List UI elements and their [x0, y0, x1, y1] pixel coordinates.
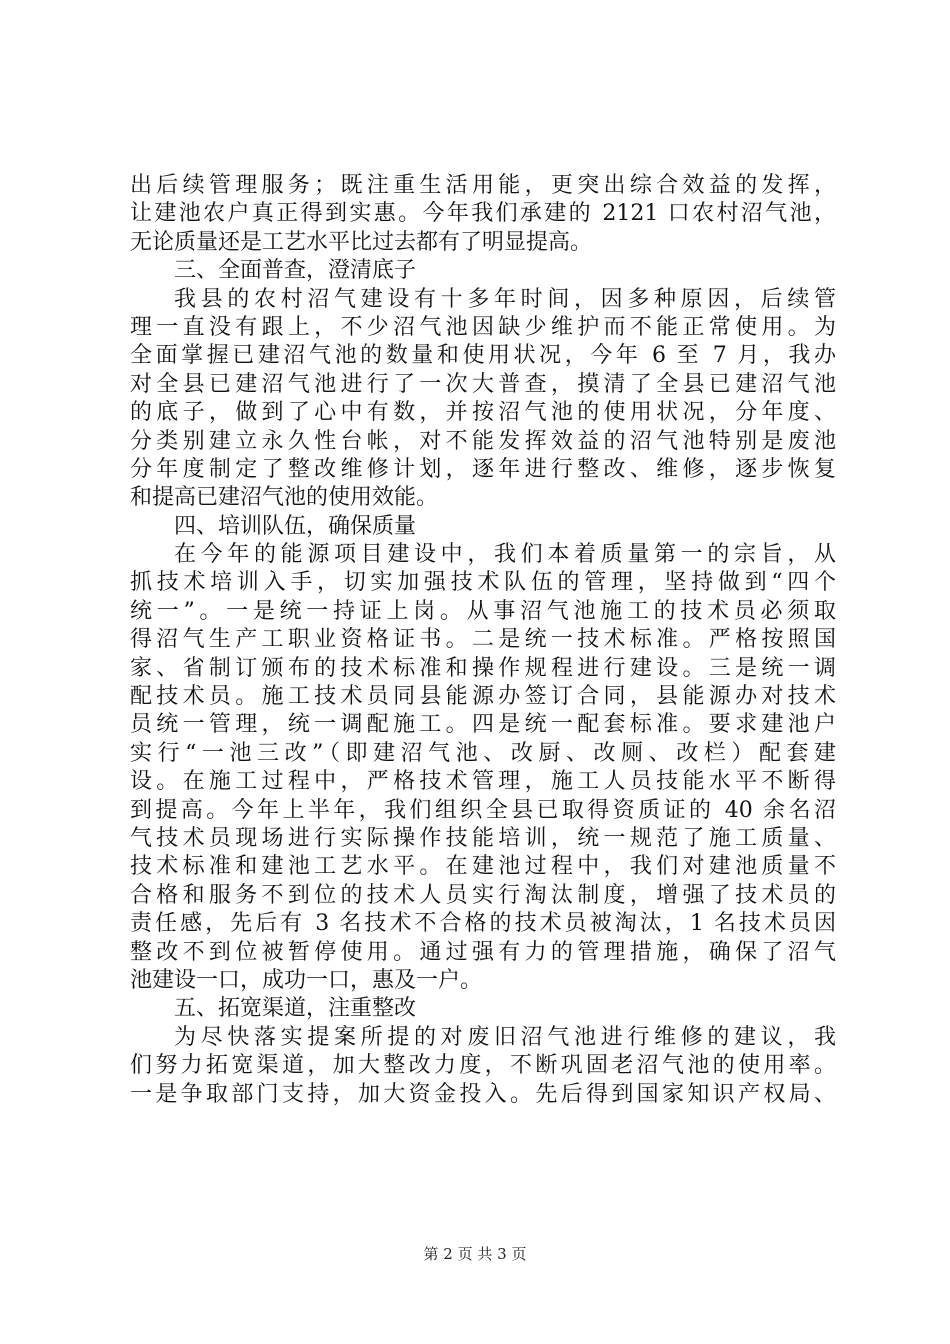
- paragraph-line: 整改不到位被暂停使用。通过强有力的管理措施，确保了沼气: [130, 939, 836, 965]
- paragraph-line: 分类别建立永久性台帐，对不能发挥效益的沼气池特别是废池: [130, 428, 836, 454]
- paragraph-line: 设。在施工过程中，严格技术管理，施工人员技能水平不断得: [130, 769, 836, 795]
- paragraph-line: 技术标准和建池工艺水平。在建池过程中，我们对建池质量不: [130, 854, 836, 880]
- paragraph-line: 出后续管理服务；既注重生活用能，更突出综合效益的发挥，: [130, 173, 836, 198]
- paragraph-line: 我县的农村沼气建设有十多年时间，因多种原因，后续管: [174, 286, 836, 312]
- paragraph-line: 让建池农户真正得到实惠。今年我们承建的 2121 口农村沼气池，: [130, 201, 836, 227]
- paragraph-line: 配技术员。施工技术员同县能源办签订合同，县能源办对技术: [130, 684, 836, 710]
- paragraph-line: 合格和服务不到位的技术人员实行淘汰制度，增强了技术员的: [130, 882, 836, 908]
- paragraph-line: 分年度制定了整改维修计划，逐年进行整改、维修，逐步恢复: [130, 456, 836, 482]
- paragraph-line: 气技术员现场进行实际操作技能培训，统一规范了施工质量、: [130, 825, 836, 851]
- section-heading: 五、拓宽渠道，注重整改: [174, 996, 417, 1022]
- paragraph-line: 统一”。一是统一持证上岗。从事沼气池施工的技术员必须取: [130, 598, 836, 624]
- section-heading: 三、全面普查，澄清底子: [174, 258, 417, 284]
- paragraph-line: 的底子，做到了心中有数，并按沼气池的使用状况，分年度、: [130, 400, 836, 426]
- paragraph-line: 无论质量还是工艺水平比过去都有了明显提高。: [130, 229, 593, 255]
- paragraph-line: 得沼气生产工职业资格证书。二是统一技术标准。严格按照国: [130, 627, 836, 653]
- body-text: [130, 172, 836, 1109]
- paragraph-line: 实行“一池三改”（即建沼气池、改厨、改厕、改栏）配套建: [130, 740, 836, 766]
- paragraph-line: 全面掌握已建沼气池的数量和使用状况，今年 6 至 7 月，我办: [130, 343, 836, 369]
- paragraph-line: 员统一管理，统一调配施工。四是统一配套标准。要求建池户: [130, 712, 836, 738]
- paragraph-line: 池建设一口，成功一口，惠及一户。: [130, 967, 483, 993]
- paragraph-line: 们努力拓宽渠道，加大整改力度，不断巩固老沼气池的使用率。: [130, 1053, 836, 1079]
- paragraph-line: 家、省制订颁布的技术标准和操作规程进行建设。三是统一调: [130, 655, 836, 681]
- paragraph-line: 为尽快落实提案所提的对废旧沼气池进行维修的建议，我: [174, 1024, 836, 1050]
- section-heading: 四、培训队伍，确保质量: [174, 513, 417, 539]
- paragraph-line: 和提高已建沼气池的使用效能。: [130, 485, 439, 511]
- paragraph-line: 在今年的能源项目建设中，我们本着质量第一的宗旨，从: [174, 542, 836, 568]
- paragraph-line: 理一直没有跟上，不少沼气池因缺少维护而不能正常使用。为: [130, 314, 836, 340]
- paragraph-line: 到提高。今年上半年，我们组织全县已取得资质证的 40 余名沼: [130, 797, 836, 823]
- paragraph-line: 抓技术培训入手，切实加强技术队伍的管理，坚持做到“四个: [130, 570, 836, 596]
- paragraph-line: 对全县已建沼气池进行了一次大普查，摸清了全县已建沼气池: [130, 371, 836, 397]
- paragraph-line: 一是争取部门支持，加大资金投入。先后得到国家知识产权局、: [130, 1081, 836, 1107]
- page-footer: 第 2 页 共 3 页: [423, 1245, 527, 1263]
- paragraph-line: 责任感，先后有 3 名技术不合格的技术员被淘汰，1 名技术员因: [130, 911, 836, 937]
